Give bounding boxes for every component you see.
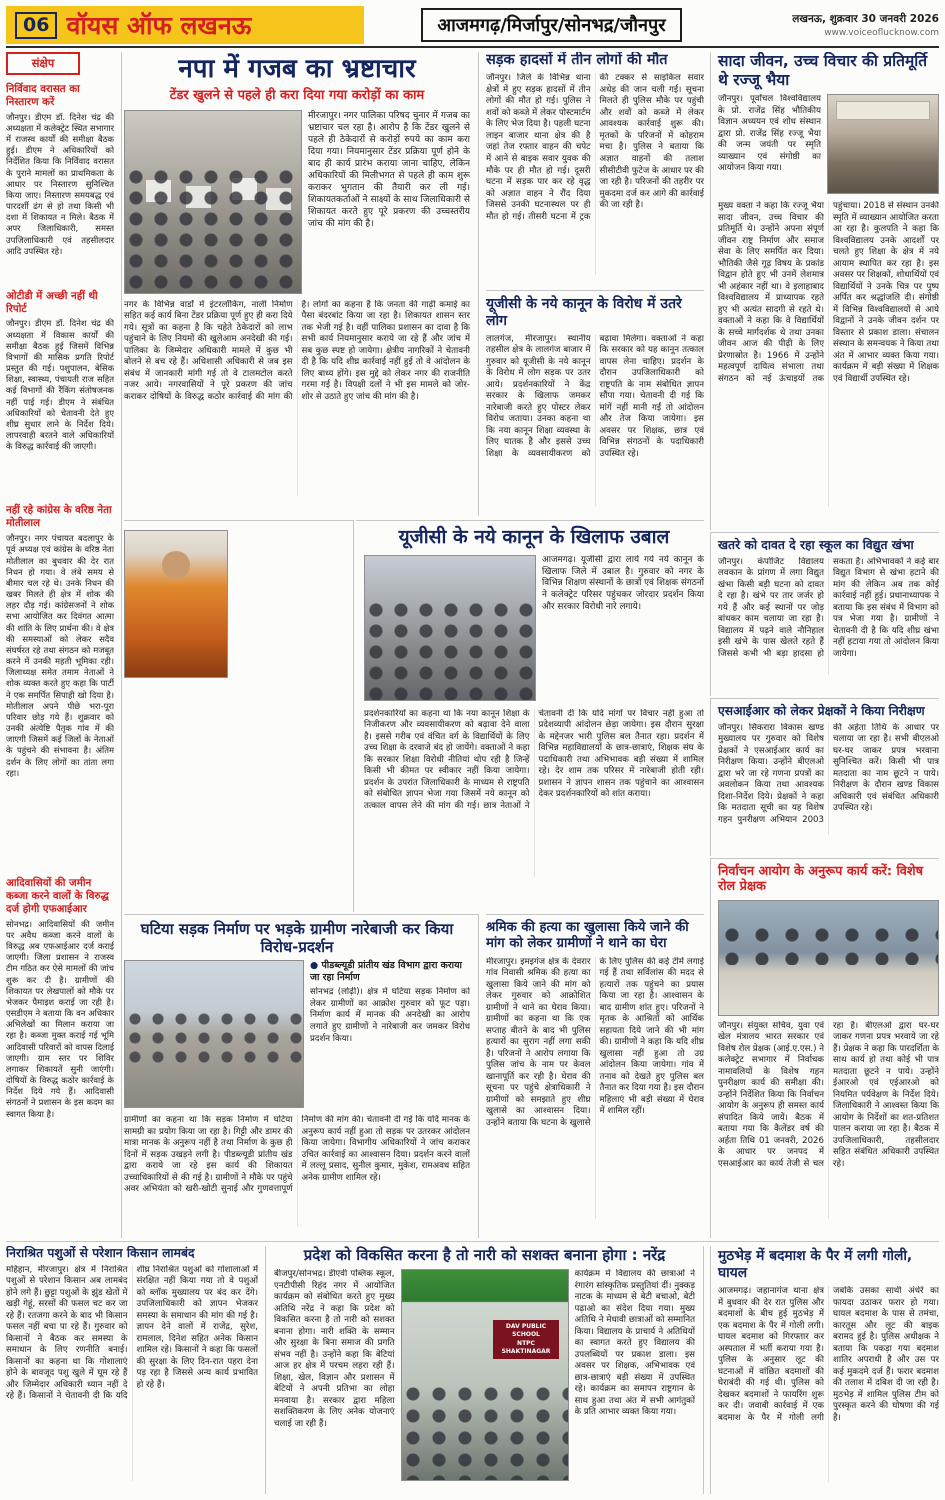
article-headline: मुठभेड़ में बदमाश के पैर में लगी गोली, घायल [718,1248,913,1281]
article-napa-corruption [124,52,479,516]
bullet-icon: ● [310,960,319,971]
photo-road-protest [124,960,304,1108]
article-stray-cattle [6,1246,266,1494]
brief-item [6,504,114,867]
article-women-empowerment [270,1246,704,1494]
article-headline: यूजीसी के नये कानून के खिलाफ उबाल [398,526,670,548]
brief-body: जौनपुर। डीएम डॉ. दिनेश चंद्र की अध्यक्षता में कलेक्ट्रेट स्थित सभागार में राजस्व कार्यों की समीक्षा बैठक हुई। डीएम ने अधिकारियों को निर्देशित किया कि निर्विवाद वरासत के पुराने मामलों का प्राथमिकता के आधार पर निस्तारण सुनिश्चित किया जाए। निस्तारण समयबद्ध एवं पारदर्शी ढंग से हो तथा किसी भी दशा में शिकायत न मिले। बैठक में अपर जिलाधिकारी, समस्त उपजिलाधिकारी एवं तहसीलदार आदि उपस्थित रहे। [6,111,114,256]
masthead-left [6,6,364,44]
photo-memorial-seminar [827,94,939,194]
article-body: जौनपुर। जिले के विभिन्न थाना क्षेत्रों में हुए सड़क हादसों में तीन लोगों की मौत हो गई। पुलिस ने शवों को कब्जे में लेकर पोस्टमार्टम के लिए भेज दिया है। पहली घटना लाइन बाजार थाना क्षेत्र की है जहां तेज रफ्तार वाहन की चपेट में आने से बाइक सवार युवक की मौके पर ही मौत हो गई। दूसरी घटना में सड़क पार कर रहे वृद्ध को अज्ञात वाहन ने रौंद दिया जिससे उनकी घटनास्थल पर ही मौत हो गई। तीसरी घटना में ट्रक की टक्कर से साइकिल सवार अधेड़ की जान चली गई। सूचना मिलते ही पुलिस मौके पर पहुंची और शवों को कब्जे में लेकर आवश्यक कार्रवाई शुरू की। मृतकों के परिजनों में कोहराम मचा है। पुलिस ने बताया कि अज्ञात वाहनों की तलाश सीसीटीवी फुटेज के आधार पर की जा रही है। परिजनों की तहरीर पर मुकदमा दर्ज कर आगे की कार्रवाई की जा रही है। [486,73,704,222]
article-headline: सादा जीवन, उच्च विचार की प्रतिमूर्ति थे रज्जू भैया [718,52,928,89]
school-signboard [493,1320,559,1358]
article-body: जौनपुर। कंपोजिट विद्यालय लवकान के प्रांगण में लगा विद्युत खंभा किसी बड़ी घटना को दावत दे रहा है। खंभे पर तार जर्जर हो गये हैं और कई स्थानों पर जोड़ बांधकर काम चलाया जा रहा है। विद्यालय में पढ़ने वाले नौनिहाल इसी खंभे के पास खेलते रहते हैं जिससे कभी भी बड़ा हादसा हो सकता है। अभिभावकों ने कई बार विद्युत विभाग से खंभा हटाने की मांग की लेकिन अब तक कोई कार्रवाई नहीं हुई। प्रधानाध्यापक ने बताया कि इस संबंध में विभाग को पत्र भेजा गया है। ग्रामीणों ने चेतावनी दी है कि यदि शीघ्र खंभा नहीं हटाया गया तो आंदोलन किया जायेगा। [718,556,939,659]
photo-officials-meeting [718,900,939,1016]
article-body: आजमगढ़। जहानागंज थाना क्षेत्र में बुधवार की देर रात पुलिस और बदमाशों के बीच हुई मुठभेड़ में एक बदमाश के पैर में गोली लगी। घायल बदमाश को गिरफ्तार कर अस्पताल में भर्ती कराया गया है। पुलिस के अनुसार लूट की घटनाओं में वांछित बदमाशों की घेराबंदी की गई थी। पुलिस को देखकर बदमाशों ने फायरिंग शुरू कर दी। जवाबी कार्रवाई में एक बदमाश के पैर में गोली लगी जबकि उसका साथी अंधेरे का फायदा उठाकर फरार हो गया। घायल बदमाश के पास से तमंचा, कारतूस और लूट की बाइक बरामद हुई है। पुलिस अधीक्षक ने बताया कि पकड़ा गया बदमाश शातिर अपराधी है और उस पर कई मुकदमे दर्ज हैं। फरार बदमाश की तलाश में दबिश दी जा रही है। मुठभेड़ में शामिल पुलिस टीम को पुरस्कृत करने की घोषणा की गई है। [718,1286,939,1423]
brief-headline: आदिवासियों की जमीन कब्जा करने वालों के विरुद्ध दर्ज होगी एफआईआर [6,877,109,915]
photo-vijayant-rai [124,530,228,678]
briefs-column [6,52,122,1238]
brief-body: जौनपुर। डीएम डॉ. दिनेश चंद्र की अध्यक्षता में विकास कार्यों की समीक्षा बैठक हुई जिसमें विभिन्न विभागों की मासिक प्रगति रिपोर्ट प्रस्तुत की गई। पशुपालन, बेसिक शिक्षा, स्वास्थ्य, पंचायती राज सहित कई विभागों की रैंकिंग संतोषजनक नहीं पाई गई। डीएम ने संबंधित अधिकारियों को चेतावनी देते हुए शीघ्र सुधार लाने के निर्देश दिये। लापरवाही बरतने वाले अधिकारियों के विरुद्ध कार्रवाई की जाएगी। [6,318,114,452]
article-body: जौनपुर। संयुक्त सचिव, युवा एवं खेल मंत्रालय भारत सरकार एवं विशेष रोल प्रेक्षक (आई.ए.एस.) ने कलेक्ट्रेट सभागार में निर्वाचक नामावलियों के विशेष गहन पुनरीक्षण कार्य की समीक्षा की। उन्होंने निर्देशित किया कि निर्वाचन आयोग के अनुरूप ही समस्त कार्य संपादित किये जायें। बैठक में बताया गया कि कैलेंडर वर्ष की अर्हता तिथि 01 जनवरी, 2026 के आधार पर जनपद में एसआईआर का कार्य तेजी से चल रहा है। बीएलओ द्वारा घर-घर जाकर गणना प्रपत्र भरवाये जा रहे हैं। प्रेक्षक ने कहा कि पारदर्शिता के साथ कार्य हो तथा कोई भी पात्र मतदाता छूटने न पाये। उन्होंने ईआरओ एवं एईआरओ को नियमित पर्यवेक्षण के निर्देश दिये। जिलाधिकारी ने आश्वस्त किया कि आयोग के निर्देशों का शत-प्रतिशत पालन कराया जा रहा है। बैठक में उपजिलाधिकारी, तहसीलदार सहित संबंधित अधिकारी उपस्थित रहे। [718,1020,939,1169]
article-lead: जौनपुर। पूर्वांचल विश्वविद्यालय के प्रो. राजेंद्र सिंह भौतिकीय विज्ञान अध्ययन एवं शोध संस्थान द्वारा प्रो. राजेंद्र सिंह रज्जू भैया की जन्म जयंती पर स्मृति व्याख्यान एवं संगोष्ठी का आयोजन किया गया। [718,94,821,174]
brief-item [6,290,114,495]
article-body [124,685,347,865]
article-ugc-protest [486,290,704,514]
article-ugc-uproar [356,520,704,912]
article-headline: नपा में गजब का भ्रष्टाचार [178,54,416,84]
article-body: लालगंज, मीरजापुर। स्थानीय तहसील क्षेत्र के लालगंज बाजार में गुरुवार को यूजीसी के नये कानून के विरोध में लोग सड़क पर उतर आये। प्रदर्शनकारियों ने केंद्र सरकार के खिलाफ जमकर नारेबाजी करते हुए पोस्टर लेकर विरोध जताया। उनका कहना था कि नया कानून शिक्षा व्यवस्था के लिए घातक है और इससे उच्च शिक्षा के व्यवसायीकरण को बढ़ावा मिलेगा। वक्ताओं ने कहा कि सरकार को यह कानून तत्काल वापस लेना चाहिए। प्रदर्शन के दौरान उपजिलाधिकारी को राष्ट्रपति के नाम संबोधित ज्ञापन सौंपा गया। चेतावनी दी गई कि मांगें नहीं मानी गईं तो आंदोलन और तेज किया जायेगा। इस अवसर पर शिक्षक, छात्र एवं विभिन्न संगठनों के पदाधिकारी उपस्थित रहे। [486,333,704,459]
masthead [6,6,939,44]
article-body-right: कार्यक्रम में विद्यालय की छात्राओं ने रंगारंग सांस्कृतिक प्रस्तुतियां दीं। नुक्कड़ नाटक के माध्यम से बेटी बचाओ, बेटी पढ़ाओ का संदेश दिया गया। मुख्य अतिथि ने मेधावी छात्राओं को सम्मानित किया। विद्यालय के प्राचार्य ने अतिथियों का स्वागत करते हुए विद्यालय की उपलब्धियों पर प्रकाश डाला। इस अवसर पर शिक्षक, अभिभावक एवं छात्र-छात्राएं बड़ी संख्या में उपस्थित रहे। कार्यक्रम का समापन राष्ट्रगान के साथ हुआ तथा अंत में सभी आगंतुकों के प्रति आभार व्यक्त किया गया। [574,1269,695,1418]
website-url: www.voiceoflucknow.com [824,28,939,38]
edition-regions: आजमगढ़/मिर्जापुर/सोनभद्र/जौनपुर [421,8,681,42]
article-headline: घटिया सड़क निर्माण पर भड़के ग्रामीण नारेबाजी कर किया विरोध-प्रदर्शन [140,920,454,956]
article-lead [234,530,347,680]
article-body-left: बीजपुर/सोनभद्र। डीएवी पब्लिक स्कूल, एनटीपीसी रिहंद नगर में आयोजित कार्यक्रम को संबोधित करते हुए मुख्य अतिथि नरेंद्र ने कहा कि प्रदेश को विकसित करना है तो नारी को सशक्त बनाना होगा। नारी शक्ति के सम्मान और सुरक्षा के बिना समाज की प्रगति संभव नहीं है। उन्होंने कहा कि बेटियां आज हर क्षेत्र में परचम लहरा रही हैं। शिक्षा, खेल, विज्ञान और प्रशासन में बेटियों ने अपनी प्रतिभा का लोहा मनवाया है। सरकार द्वारा महिला सशक्तिकरण के लिए अनेक योजनाएं चलाई जा रही हैं। [274,1269,395,1429]
article-lead: आजमगढ़। यूजीसी द्वारा लाये गये नये कानून के खिलाफ जिले में उबाल है। गुरुवार को नगर के विभिन्न शिक्षण संस्थानों के छात्रों एवं शिक्षक संगठनों ने कलेक्ट्रेट परिसर पहुंचकर जोरदार प्रदर्शन किया और सरकार विरोधी नारे लगाये। [542,554,704,612]
brief-item [6,83,114,280]
brief-headline: नहीं रहे कांग्रेस के वरिष्ठ नेता मोतीलाल [6,504,112,530]
header-rule [6,46,939,48]
article-encounter [710,1246,939,1494]
signboard-line: DAV PUBLIC SCHOOL [505,1323,547,1339]
article-vijayant-rai [124,520,354,912]
brief-headline: ओटीडी में अच्छी नहीं थी रिपोर्ट [6,289,98,315]
article-lead: मीरजापुर। नगर पालिका परिषद चुनार में गजब का भ्रष्टाचार चल रहा है। आरोप है कि टेंडर खुलने से पहले ही ठेकेदारों से करोड़ों रुपये का काम करा दिया गया। नियमानुसार टेंडर प्रक्रिया पूर्ण होने के बाद ही कार्य प्रारंभ कराया जाना चाहिए, लेकिन अधिकारियों की मिलीभगत से पहले ही काम शुरू कराकर भुगतान की तैयारी कर ली गई। शिकायतकर्ताओं ने साक्ष्यों के साथ जिलाधिकारी से शिकायत करते हुए पूरे प्रकरण की उच्चस्तरीय जांच की मांग की है। [308,110,470,230]
masthead-title: वॉयस ऑफ लखनऊ [66,11,252,40]
article-subhead: टेंडर खुलने से पहले ही करा दिया गया करोड़ों का काम [169,88,425,104]
article-headline: श्रमिक की हत्या का खुलासा किये जाने की मांग को लेकर ग्रामीणों ने थाने का घेरा [486,920,689,951]
page-number: 06 [15,12,57,39]
article-headline: एसआईआर को लेकर प्रेक्षकों ने किया निरीक्षण [718,704,925,718]
article-rajju-bhaiya [710,52,939,530]
article-body: मुख्य वक्ता ने कहा कि रज्जू भैया सादा जीवन, उच्च विचार की प्रतिमूर्ति थे। उन्होंने अपना संपूर्ण जीवन राष्ट्र निर्माण और समाज सेवा के लिए समर्पित कर दिया। भौतिकी जैसे गूढ़ विषय के प्रकांड विद्वान होते हुए भी उनमें लेशमात्र भी अहंकार नहीं था। वे इलाहाबाद विश्वविद्यालय में प्राध्यापक रहते हुए भी अत्यंत सादगी से रहते थे। वक्ताओं ने कहा कि वे विद्यार्थियों के सच्चे मार्गदर्शक थे तथा उनका जीवन आज की पीढ़ी के लिए प्रेरणास्रोत है। 1966 में उन्होंने महत्वपूर्ण दायित्व संभाला तथा संगठन को नई ऊंचाइयों तक पहुंचाया। 2018 से संस्थान उनकी स्मृति में व्याख्यान आयोजित करता आ रहा है। कुलपति ने कहा कि विश्वविद्यालय उनके आदर्शों पर चलते हुए शिक्षा के क्षेत्र में नये आयाम स्थापित कर रहा है। इस अवसर पर शिक्षकों, शोधार्थियों एवं विद्यार्थियों ने उनके चित्र पर पुष्प अर्पित कर श्रद्धांजलि दी। संगोष्ठी में विभिन्न विश्वविद्यालयों से आये विद्वानों ने उनके जीवन दर्शन पर विस्तार से प्रकाश डाला। संचालन संस्थान के समन्वयक ने किया तथा अंत में आभार व्यक्त किया गया। कार्यक्रम में बड़ी संख्या में शिक्षक एवं विद्यार्थी उपस्थित रहे। [718,201,939,384]
masthead-right [739,6,939,44]
brief-item [6,877,114,1187]
article-headline: खतरे को दावत दे रहा स्कूल का विद्युत खंभा [718,538,914,552]
photo-tender-protest [124,110,302,294]
article-election-review [710,858,939,1238]
brief-body: जौनपुर। नगर पंचायत बदलापुर के पूर्व अध्यक्ष एवं कांग्रेस के वरिष्ठ नेता मोतीलाल का बुधवार की देर रात निधन हो गया। वे लंबे समय से बीमार चल रहे थे। उनके निधन की खबर मिलते ही क्षेत्र में शोक की लहर दौड़ गई। कांग्रेसजनों ने शोक सभा आयोजित कर दिवंगत आत्मा की शांति के लिए प्रार्थना की। वे क्षेत्र की समस्याओं को लेकर सदैव संघर्षरत रहे तथा संगठन को मजबूत करने में उनकी महती भूमिका रही। जिलाध्यक्ष समेत तमाम नेताओं ने शोक व्यक्त करते हुए कहा कि पार्टी ने एक समर्पित सिपाही खो दिया है। मोतीलाल अपने पीछे भरा-पूरा परिवार छोड़ गये हैं। शुक्रवार को उनकी अंत्येष्टि पैतृक गांव में की जाएगी जिसमें कई जिलों के नेताओं के पहुंचने की संभावना है। अंतिम दर्शन के लिए लोगों का तांता लगा रहा। [6,533,114,778]
article-headline: निराश्रित पशुओं से परेशान किसान लामबंद [6,1246,195,1260]
signboard-line: NTPC SHAKTINAGAR [501,1339,551,1355]
article-road-protest [124,914,479,1238]
article-road-accidents [486,52,704,288]
brief-headline: निर्विवाद वरासत का निस्तारण करें [6,83,80,108]
article-body: मीरजापुर। इमइगंज क्षेत्र के देवरार गांव निवासी श्रमिक की हत्या का खुलासा किये जाने की मांग को लेकर गुरुवार को आक्रोशित ग्रामीणों ने थाने का घेराव किया। ग्रामीणों का कहना था कि एक सप्ताह बीतने के बाद भी पुलिस हत्यारों का सुराग नहीं लगा सकी है। परिजनों ने आरोप लगाया कि पुलिस जांच के नाम पर केवल खानापूर्ति कर रही है। घेराव की सूचना पर पहुंचे क्षेत्राधिकारी ने ग्रामीणों को समझाते हुए शीघ्र खुलासे का आश्वासन दिया। उन्होंने बताया कि घटना के खुलासे के लिए पुलिस की कई टीमें लगाई गई हैं तथा सर्विलांस की मदद से हत्यारों तक पहुंचने का प्रयास किया जा रहा है। आश्वासन के बाद ग्रामीण शांत हुए। परिजनों ने मृतक के आश्रितों को आर्थिक सहायता दिये जाने की भी मांग की। ग्रामीणों ने कहा कि यदि शीघ्र खुलासा नहीं हुआ तो उग्र आंदोलन किया जायेगा। गांव में तनाव को देखते हुए पुलिस बल तैनात कर दिया गया है। इस दौरान महिलाएं भी बड़ी संख्या में घेराव में शामिल रहीं। [486,956,704,1128]
masthead-center [364,6,739,44]
article-sir-inspection [710,698,939,856]
briefs-label: संक्षेप [6,52,80,75]
article-headline: यूजीसी के नये कानून के विरोध में उतरे लोग [486,296,682,329]
article-headline: प्रदेश को विकसित करना है तो नारी को सशक्त बनाना होगा : नरेंद्र [303,1246,666,1264]
article-pointer [310,960,470,984]
article-headline: सड़क हादसों में तीन लोगों की मौत [486,52,668,68]
photo-dav-school-event [401,1269,569,1481]
article-body: प्रदर्शनकारियों का कहना था कि नया कानून शिक्षा के निजीकरण और व्यवसायीकरण को बढ़ावा देने वाला है। इससे गरीब एवं वंचित वर्ग के विद्यार्थियों के लिए उच्च शिक्षा के दरवाजे बंद हो जायेंगे। वक्ताओं ने कहा कि सरकार शिक्षा विरोधी नीतियां थोप रही है जिन्हें किसी भी कीमत पर स्वीकार नहीं किया जायेगा। प्रदर्शन के उपरांत जिलाधिकारी के माध्यम से राष्ट्रपति को संबोधित ज्ञापन भेजा गया जिसमें नये कानून को तत्काल वापस लेने की मांग की गई। छात्र नेताओं ने चेतावनी दी कि यदि मांगों पर विचार नहीं हुआ तो प्रदेशव्यापी आंदोलन छेड़ा जायेगा। इस दौरान सुरक्षा के मद्देनजर भारी पुलिस बल तैनात रहा। प्रदर्शन में विभिन्न महाविद्यालयों के छात्र-छात्राएं, शिक्षक संघ के पदाधिकारी तथा अभिभावक बड़ी संख्या में शामिल रहे। देर शाम तक परिसर में नारेबाजी होती रही। प्रशासन ने ज्ञापन शासन तक पहुंचाने का आश्वासन देकर प्रदर्शनकारियों को शांत कराया। [364,708,704,811]
article-headline: निर्वाचन आयोग के अनुरूप कार्य करें: विशेष रोल प्रेक्षक [718,864,924,895]
article-body: महिहान, मीरजापुर। क्षेत्र में निराश्रित पशुओं से परेशान किसान अब लामबंद होने लगे हैं। छुट्टा पशुओं के झुंड खेतों में खड़ी गेहूं, सरसों की फसल चट कर जा रहे हैं। रतजगा करने के बाद भी किसान फसल नहीं बचा पा रहे हैं। गुरुवार को किसानों ने बैठक कर समस्या के समाधान के लिए रणनीति बनाई। किसानों का कहना था कि गोशालाएं होने के बावजूद पशु खुले में घूम रहे हैं और जिम्मेदार अधिकारी ध्यान नहीं दे रहे हैं। किसानों ने चेतावनी दी कि यदि शीघ्र निराश्रित पशुओं को गोशालाओं में संरक्षित नहीं किया गया तो वे पशुओं को ब्लॉक मुख्यालय पर बंद कर देंगे। उपजिलाधिकारी को ज्ञापन भेजकर समस्या के समाधान की मांग की गई है। ज्ञापन देने वालों में राजेंद्र, सुरेश, रामलाल, दिनेश सहित अनेक किसान शामिल रहे। किसानों ने कहा कि फसलों की सुरक्षा के लिए दिन-रात पहरा देना पड़ रहा है जिससे अन्य कार्य प्रभावित हो रहे हैं। [6,1264,258,1402]
brief-body: सोनभद्र। आदिवासियों की जमीन पर अवैध कब्जा करने वालों के विरुद्ध अब एफआईआर दर्ज कराई जाएगी। जिला प्रशासन ने राजस्व टीम गठित कर ऐसे मामलों की जांच शुरू कर दी है। ग्रामीणों की शिकायत पर लेखपालों को मौके पर भेजकर पैमाइश कराई जा रही है। एसडीएम ने बताया कि वन अधिकार अभिलेखों का मिलान कराया जा रहा है। कब्जा मुक्त कराई गई भूमि आदिवासी परिवारों को वापस दिलाई जाएगी। ग्राम स्तर पर शिविर लगाकर शिकायतें सुनी जाएंगी। दोषियों के विरुद्ध कठोर कार्रवाई के निर्देश दिये गये हैं। आदिवासी संगठनों ने प्रशासन के इस कदम का स्वागत किया है। [6,918,114,1119]
photo-ugc-demonstration [364,555,536,701]
bottom-section-rule [6,1241,939,1242]
dateline: लखनऊ, शुक्रवार 30 जनवरी 2026 [792,13,939,25]
article-body: नगर के विभिन्न वार्डों में इंटरलॉकिंग, नाली निर्माण सहित कई कार्य बिना टेंडर प्रक्रिया पूर्ण हुए ही करा दिये गये। सूत्रों का कहना है कि चहेते ठेकेदारों को लाभ पहुंचाने के लिए नियमों की खुलेआम अनदेखी की गई। पालिका के जिम्मेदार अधिकारी मामले में कुछ भी बोलने से बच रहे हैं। अधिशासी अधिकारी से जब इस संबंध में जानकारी मांगी गई तो वे टालमटोल करते नजर आये। नगरवासियों ने पूरे प्रकरण की जांच कराकर दोषियों के विरुद्ध कठोर कार्रवाई की मांग की है। लोगों का कहना है कि जनता की गाढ़ी कमाई का पैसा बंदरबांट किया जा रहा है। शिकायत शासन स्तर तक भेजी गई है। वहीं पालिका प्रशासन का दावा है कि सभी कार्य नियमानुसार कराये जा रहे हैं और जांच में सब कुछ स्पष्ट हो जायेगा। क्षेत्रीय नागरिकों ने चेतावनी दी है कि यदि शीघ्र कार्रवाई नहीं हुई तो वे आंदोलन के लिए बाध्य होंगे। इस मुद्दे को लेकर नगर की राजनीति गरमा गई है। विपक्षी दलों ने भी इस मामले को जोर-शोर से उठाते हुए जांच की मांग की है। [124,299,470,402]
article-electric-pole [710,532,939,696]
article-body: जौनपुर। सिकरारा विकास खण्ड मुख्यालय पर गुरुवार को विशेष प्रेक्षकों ने एसआईआर कार्य का निरीक्षण किया। उन्होंने बीएलओ द्वारा भरे जा रहे गणना प्रपत्रों का अवलोकन किया तथा आवश्यक दिशा-निर्देश दिये। प्रेक्षकों ने कहा कि मतदाता सूची का यह विशेष गहन पुनरीक्षण अभियान 2003 की अर्हता तिथि के आधार पर चलाया जा रहा है। सभी बीएलओ घर-घर जाकर प्रपत्र भरवाना सुनिश्चित करें। किसी भी पात्र मतदाता का नाम छूटने न पाये। निरीक्षण के दौरान खण्ड विकास अधिकारी एवं संबंधित अधिकारी उपस्थित रहे। [718,722,939,825]
article-body: ग्रामीणों का कहना था कि सड़क निर्माण में घटिया सामग्री का प्रयोग किया जा रहा है। गिट्टी और डामर की मात्रा मानक के अनुरूप नहीं है तथा निर्माण के कुछ ही दिनों में सड़क उखड़ने लगी है। पीडब्ल्यूडी प्रांतीय खंड द्वारा कराये जा रहे इस कार्य की शिकायत उच्चाधिकारियों से की गई है। ग्रामीणों ने मौके पर पहुंचे अवर अभियंता को खरी-खोटी सुनाई और गुणवत्तापूर्ण निर्माण की मांग की। चेतावनी दी गई कि यदि मानक के अनुरूप कार्य नहीं हुआ तो सड़क पर उतरकर आंदोलन किया जायेगा। विभागीय अधिकारियों ने जांच कराकर उचित कार्रवाई का आश्वासन दिया। प्रदर्शन करने वालों में लल्लू प्रसाद, सुनील कुमार, मुकेश, रामअवध सहित अनेक ग्रामीण शामिल रहे। [124,1115,470,1195]
pointer-text: पीडब्ल्यूडी प्रांतीय खंड विभाग द्वारा कराया जा रहा निर्माण [310,960,462,984]
article-labourer-murder [486,914,704,1238]
article-lead: सोनभद्र (लोढ़ी)। क्षेत्र में घटिया सड़क निर्माण को लेकर ग्रामीणों का आक्रोश गुरुवार को फूट पड़ा। निर्माण कार्य में मानक की अनदेखी का आरोप लगाते हुए ग्रामीणों ने नारेबाजी कर जमकर विरोध प्रदर्शन किया। [310,987,470,1044]
